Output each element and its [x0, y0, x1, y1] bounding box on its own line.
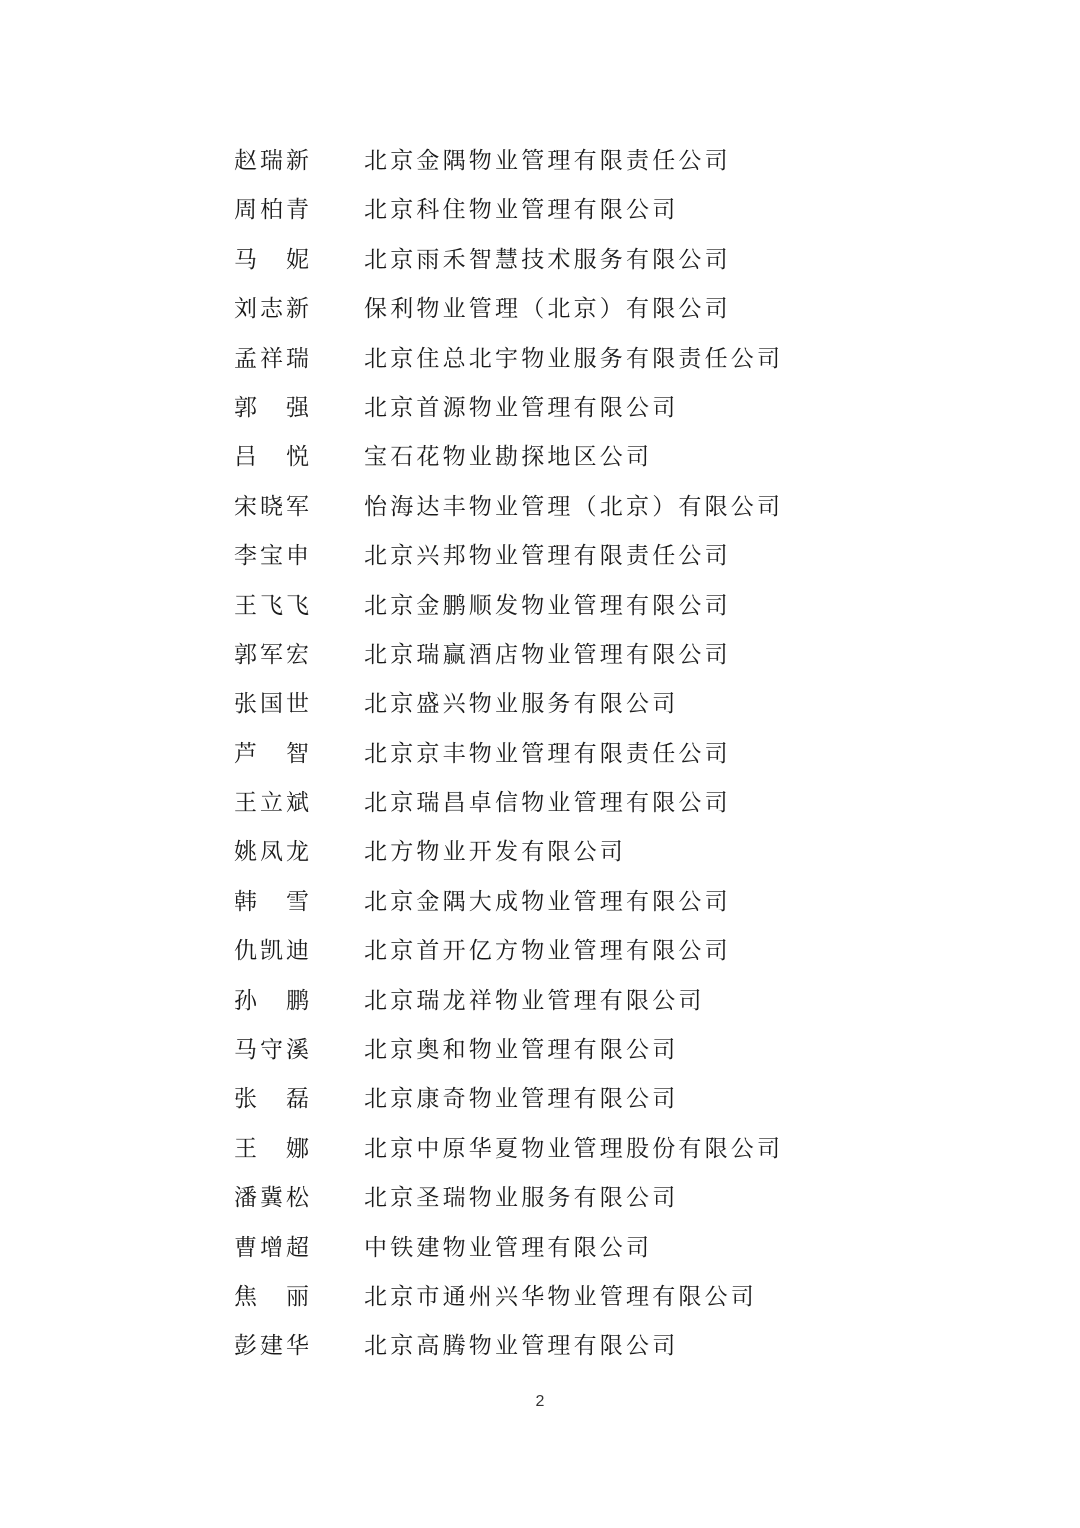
list-item	[0, 1026, 1080, 1075]
person-name: 韩 雪	[234, 888, 310, 915]
company-name: 北京市通州兴华物业管理有限公司	[364, 1283, 757, 1310]
list-item	[0, 1174, 1080, 1223]
person-name: 姚凤龙	[234, 839, 310, 866]
person-name: 张国世	[234, 691, 310, 718]
list-item	[0, 335, 1080, 384]
company-name: 北京康奇物业管理有限公司	[364, 1086, 679, 1113]
list-item	[0, 927, 1080, 976]
person-name: 马守溪	[234, 1037, 310, 1064]
company-name: 保利物业管理（北京）有限公司	[364, 296, 731, 323]
list-item	[0, 384, 1080, 433]
person-name: 王立斌	[234, 790, 310, 817]
person-name: 彭建华	[234, 1333, 310, 1360]
list-item	[0, 137, 1080, 186]
company-name: 怡海达丰物业管理（北京）有限公司	[364, 493, 784, 520]
list-item	[0, 878, 1080, 927]
list-item	[0, 582, 1080, 631]
person-name: 仇凯迪	[234, 938, 310, 965]
person-name: 孟祥瑞	[234, 345, 310, 372]
company-name: 北京高腾物业管理有限公司	[364, 1333, 679, 1360]
person-name: 孙 鹏	[234, 987, 310, 1014]
company-name: 北京金隅大成物业管理有限公司	[364, 888, 731, 915]
list-item	[0, 1322, 1080, 1371]
company-name: 北京雨禾智慧技术服务有限公司	[364, 246, 731, 273]
company-name: 北京瑞昌卓信物业管理有限公司	[364, 790, 731, 817]
person-name: 潘冀松	[234, 1185, 310, 1212]
company-name: 北京金鹏顺发物业管理有限公司	[364, 592, 731, 619]
person-name: 焦 丽	[234, 1283, 310, 1310]
list-item	[0, 1224, 1080, 1273]
person-name: 王 娜	[234, 1135, 310, 1162]
company-name: 北京瑞龙祥物业管理有限公司	[364, 987, 705, 1014]
list-item	[0, 285, 1080, 334]
company-name: 北京首开亿方物业管理有限公司	[364, 938, 731, 965]
person-name: 郭 强	[234, 394, 310, 421]
person-name: 郭军宏	[234, 641, 310, 668]
person-name: 宋晓军	[234, 493, 310, 520]
list-item	[0, 680, 1080, 729]
company-name: 北京中原华夏物业管理股份有限公司	[364, 1135, 784, 1162]
company-name: 北京首源物业管理有限公司	[364, 394, 679, 421]
company-name: 北京圣瑞物业服务有限公司	[364, 1185, 679, 1212]
person-name: 马 妮	[234, 246, 310, 273]
list-item	[0, 1273, 1080, 1322]
list-item	[0, 1075, 1080, 1124]
name-company-list	[0, 137, 1080, 1372]
company-name: 北京京丰物业管理有限责任公司	[364, 740, 731, 767]
company-name: 北京科住物业管理有限公司	[364, 197, 679, 224]
person-name: 李宝申	[234, 543, 310, 570]
list-item	[0, 730, 1080, 779]
person-name: 周柏青	[234, 197, 310, 224]
list-item	[0, 977, 1080, 1026]
list-item	[0, 236, 1080, 285]
person-name: 吕 悦	[234, 444, 310, 471]
list-item	[0, 631, 1080, 680]
company-name: 北京盛兴物业服务有限公司	[364, 691, 679, 718]
list-item	[0, 828, 1080, 877]
list-item	[0, 779, 1080, 828]
person-name: 刘志新	[234, 296, 310, 323]
company-name: 中铁建物业管理有限公司	[364, 1234, 653, 1261]
company-name: 北京金隅物业管理有限责任公司	[364, 148, 731, 174]
person-name: 芦 智	[234, 740, 310, 767]
person-name: 曹增超	[234, 1234, 310, 1261]
person-name: 赵瑞新	[234, 148, 310, 174]
list-item	[0, 186, 1080, 235]
company-name: 北方物业开发有限公司	[364, 839, 626, 866]
list-item	[0, 483, 1080, 532]
company-name: 北京奥和物业管理有限公司	[364, 1037, 679, 1064]
list-item	[0, 433, 1080, 482]
company-name: 北京兴邦物业管理有限责任公司	[364, 543, 731, 570]
person-name: 张 磊	[234, 1086, 310, 1113]
company-name: 北京住总北宇物业服务有限责任公司	[364, 345, 784, 372]
page-number: 2	[535, 1393, 545, 1410]
list-item	[0, 532, 1080, 581]
list-item	[0, 1125, 1080, 1174]
company-name: 宝石花物业勘探地区公司	[364, 444, 653, 471]
person-name: 王飞飞	[234, 592, 310, 619]
company-name: 北京瑞赢酒店物业管理有限公司	[364, 641, 731, 668]
